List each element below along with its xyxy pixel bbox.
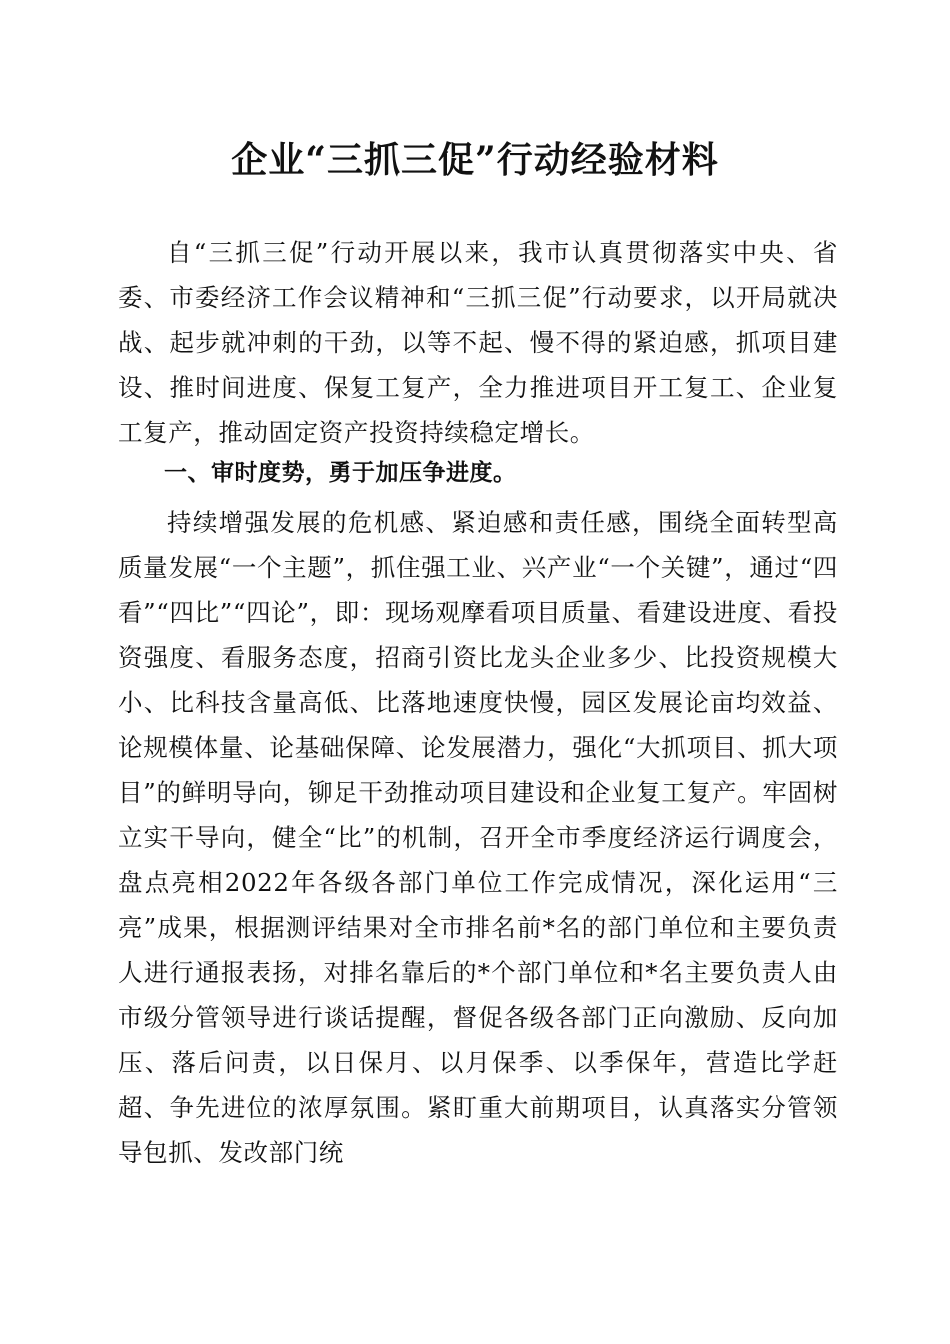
intro-paragraph: 自“三抓三促”行动开展以来，我市认真贯彻落实中央、省委、市委经济工作会议精神和“三抓三促”行动要求，以开局就决战、起步就冲刺的干劲，以等不起、慢不得的紧迫感，抓项目建设、推时间进度、保复工复产，全力推进项目开工复工、企业复工复产，推动固定资产投资持续稳定增长。 — [118, 238, 838, 447]
section-paragraph: 持续增强发展的危机感、紧迫感和责任感，围绕全面转型高质量发展“一个主题”，抓住强工业、兴产业“一个关键”，通过“四看”“四比”“四论”，即：现场观摩看项目质量、看建设进度、看投资强度、看服务态度，招商引资比龙头企业多少、比投资规模大小、比科技含量高低、比落地速度快慢，园区发展论亩均效益、论规模体量、论基础保障、论发展潜力，强化“大抓项目、抓大项目”的鲜明导向，铆足干劲推动项目建设和企业复工复产。牢固树立实干导向，健全“比”的机制，召开全市季度经济运行调度会，盘点亮相2022年各级各部门单位工作完成情况，深化运用“三亮”成果，根据测评结果对全市排名前*名的部门单位和主要负责人进行通报表扬，对排名靠后的*个部门单位和*名主要负责人由市级分管领导进行谈话提醒，督促各级各部门正向激励、反向加压、落后问责，以日保月、以月保季、以季保年，营造比学赶超、争先进位的浓厚氛围。紧盯重大前期项目，认真落实分管领导包抓、发改部门统 — [118, 508, 838, 1167]
document-title: 企业“三抓三促”行动经验材料 — [231, 139, 719, 181]
section-heading: 一、审时度势，勇于加压争进度。 — [164, 460, 517, 486]
